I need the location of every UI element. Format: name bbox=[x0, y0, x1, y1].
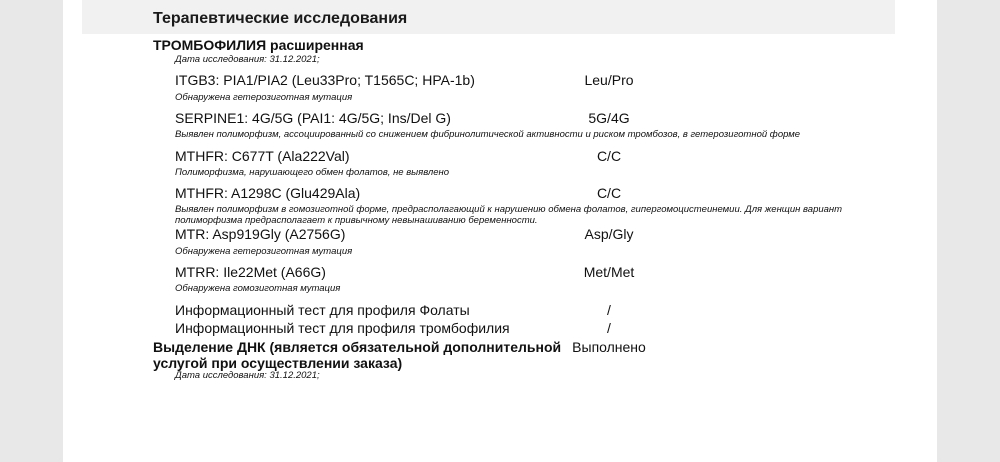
test-value-thrombophilia-profile: / bbox=[607, 320, 611, 336]
test-name-serpine1: SERPINE1: 4G/5G (PAI1: 4G/5G; Ins/Del G) bbox=[175, 110, 451, 126]
test-value-mtr: Asp/Gly bbox=[584, 226, 634, 242]
group-title: ТРОМБОФИЛИЯ расширенная bbox=[153, 37, 364, 53]
test-name-thrombophilia-profile: Информационный тест для профиля тромбофилия bbox=[175, 320, 510, 336]
test-name-mtr: MTR: Asp919Gly (A2756G) bbox=[175, 226, 346, 242]
test-note-serpine1: Выявлен полиморфизм, ассоциированный со снижением фибринолитической активности и риском тромбозов, в гетерозиготной форме bbox=[175, 129, 801, 140]
test-note-mtr: Обнаружена гетерозиготная мутация bbox=[175, 246, 353, 257]
test-value-itgb3: Leu/Pro bbox=[584, 72, 634, 88]
test-value-serpine1: 5G/4G bbox=[588, 110, 630, 126]
test-note-itgb3: Обнаружена гетерозиготная мутация bbox=[175, 92, 353, 103]
test-note-mthfr-a1298c: Выявлен полиморфизм в гомозиготной форме, предрасполагающий к нарушению обмена фолатов, гипергомоцистеинемии. Для женщин вариант полиморфизма предрасполагает к привычному невынашиванию беременности. bbox=[175, 204, 843, 226]
dna-extraction-name: Выделение ДНК (является обязательной дополнительной услугой при осуществлении заказа) bbox=[153, 339, 562, 371]
test-value-mthfr-c677t: C/C bbox=[596, 148, 622, 164]
test-value-mtrr: Met/Met bbox=[583, 264, 635, 280]
dna-extraction-date: Дата исследования: 31.12.2021; bbox=[175, 370, 320, 381]
group-date: Дата исследования: 31.12.2021; bbox=[175, 54, 320, 65]
test-name-mtrr: MTRR: Ile22Met (A66G) bbox=[175, 264, 326, 280]
test-name-mthfr-a1298c: MTHFR: A1298C (Glu429Ala) bbox=[175, 185, 361, 201]
test-value-folate-profile: / bbox=[607, 302, 611, 318]
test-name-mthfr-c677t: MTHFR: C677T (Ala222Val) bbox=[175, 148, 350, 164]
section-title: Терапевтические исследования bbox=[153, 10, 408, 27]
test-note-mthfr-c677t: Полиморфизма, нарушающего обмен фолатов, не выявлено bbox=[175, 167, 450, 178]
test-name-folate-profile: Информационный тест для профиля Фолаты bbox=[175, 302, 470, 318]
dna-extraction-value: Выполнено bbox=[572, 339, 646, 355]
test-note-mtrr: Обнаружена гомозиготная мутация bbox=[175, 283, 341, 294]
test-name-itgb3: ITGB3: PIA1/PIA2 (Leu33Pro; T1565C; HPA-1b) bbox=[175, 72, 475, 88]
test-value-mthfr-a1298c: C/C bbox=[596, 185, 622, 201]
